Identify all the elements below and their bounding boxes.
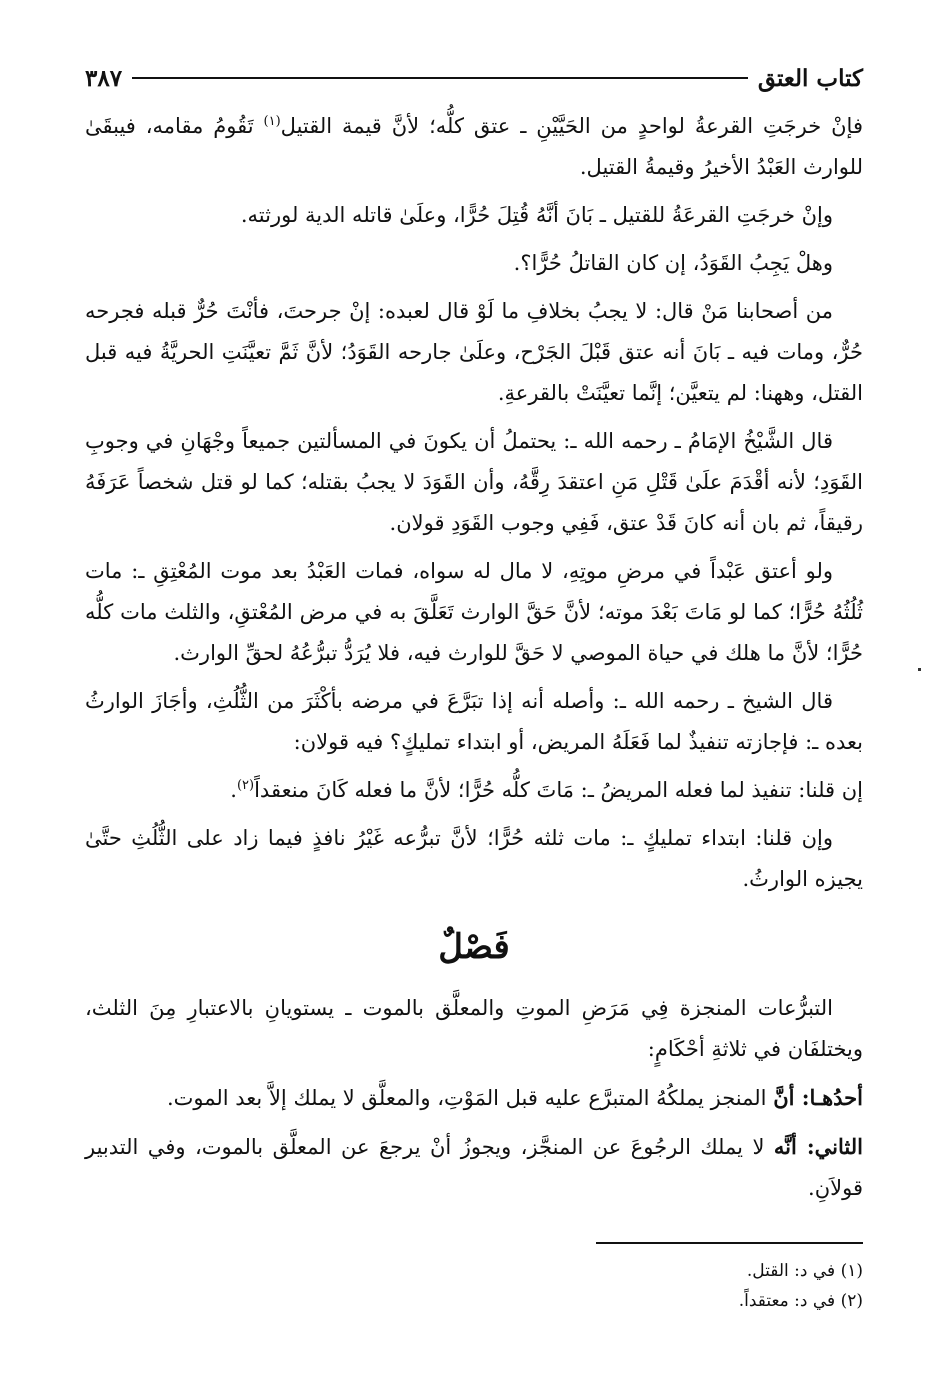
paragraph: من أصحابنا مَنْ قال: لا يجبُ بخلافِ ما لَوْ قال لعبده: إنْ جرحتَ، فأنْتَ حُرٌّ قبله فجرحه حُرٌّ، ومات فيه ـ بَانَ أنه عتق قَبْلَ الجَرْح، وعلَىٰ جارحه القَوَدُ؛ لأنَّ ثَمَّ تعيَّنَتِ الحريَّةُ فيه قبل القتل، وههنا: لم يتعيَّن؛ إنَّما تعيَّنَتْ بالقرعةِ.	[85, 299, 863, 405]
paragraph: التبرُّعات المنجزة فِي مَرَضِ الموتِ والمعلَّق بالموت ـ يستويانِ بالاعتبارِ مِنَ الثلث، ويختلفَان في ثلاثةِ أحْكَامٍ:	[85, 996, 863, 1061]
running-title: كتاب العتق	[757, 64, 863, 92]
paragraph: فإنْ خرجَتِ القرعةُ لواحدٍ من الحَيَّيْنِ ـ عتق كلُّه؛ لأنَّ قيمة القتيل$^{(١)}$ تَقُومُ مقامه، فيبقَىٰ للوارث العَبْدُ الأخيرُ وقيمةُ القتيل.	[85, 114, 863, 179]
footnote: (١) في د: القتل.	[746, 1261, 863, 1281]
paragraph-lead: أحدُهـا: أنَّ	[773, 1085, 863, 1110]
page-number: ٣٨٧	[85, 64, 123, 92]
footnotes	[500, 1256, 863, 1316]
margin-mark	[918, 668, 921, 671]
footnote-marker: (٢)	[236, 778, 255, 793]
paragraph: الثاني: أنَّه لا يملك الرجُوعَ عن المنجَّز، ويجوزُ أنْ يرجعَ عن المعلَّق بالموت، وفي التدبير قولاَنِ.	[85, 1134, 863, 1200]
paragraph: قال الشيخ ـ رحمه الله ـ: وأصله أنه إذا تبَرَّعَ في مرضه بأكْثَرَ من الثُّلُثِ، وأجَازَ الوارثُ بعده ـ: فإجازته تنفيذٌ لما فَعَلَهُ المريض، أو ابتداء تمليكٍ؟ فيه قولان:	[85, 689, 863, 754]
paragraph: ولو أعتق عَبْداً في مرضِ موتِهِ، لا مال له سواه، فمات العَبْدُ بعد موت المُعْتِقِ ـ: مات ثُلُثُهُ حُرًّا؛ كما لو مَاتَ بَعْدَ موته؛ لأنَّ حَقَّ الوارث تَعَلَّقَ به في مرض المُعْتقِ، والثلث مات كلُّه حُرًّا؛ لأنَّ ما هلك في حياة الموصي لا حَقَّ للوارث فيه، فلا يُرَدُّ تبرُّعُهُ لحقِّ الوارث.	[85, 559, 863, 665]
paragraph: أحدُهـا: أنَّ المنجز يملكُهُ المتبرَّع عليه قبل المَوْتِ، والمعلَّق لا يملك إلاَّ بعد الموت.	[166, 1085, 863, 1110]
paragraph: وهلْ يَجِبُ القَوَدُ، إن كان القاتلُ حُرًّا؟.	[513, 251, 833, 275]
header-rule	[132, 77, 748, 79]
paragraph-lead: الثاني: أنَّه	[773, 1134, 863, 1159]
section-heading: فَصْلٌ	[438, 927, 510, 967]
footnote-rule	[596, 1242, 863, 1244]
page-header	[85, 60, 863, 96]
paragraph: وإن قلنا: ابتداء تمليكٍ ـ: مات ثلثه حُرًّا؛ لأنَّ تبرُّعه غَيْرُ نافذٍ فيما زاد على الثُّلُثِ حتَّىٰ يجيزه الوارثُ.	[85, 826, 863, 891]
paragraph: وإنْ خرجَتِ القرعَةُ للقتيل ـ بَانَ أنَّهُ قُتِلَ حُرًّا، وعلَىٰ قاتله الدية لورثته.	[240, 203, 833, 227]
body-text	[85, 106, 863, 1216]
footnote: (٢) في د: معتقداً.	[738, 1291, 863, 1311]
paragraph: قال الشَّيْخُ الإمَامُ ـ رحمه الله ـ: يحتملُ أن يكونَ في المسألتين جميعاً وجْهَانِ في وجوبِ القَوَدِ؛ لأنه أقْدَمَ علَىٰ قَتْلِ مَنِ اعتقدَ رِقَّهُ، وأن القَوَدَ لا يجبُ بقتله؛ كما لو قتل شخصاً عَرَفَهُ رقيقاً، ثم بان أنه كانَ قَدْ عتق، فَفِي وجوب القَوَدِ قولان.	[85, 429, 863, 535]
paragraph: إن قلنا: تنفيذ لما فعله المريضُ ـ: مَاتَ كلُّه حُرًّا؛ لأنَّ ما فعله كَانَ منعقداً$^{(٢)}$.	[230, 778, 863, 802]
footnote-marker: (١)	[263, 114, 281, 129]
